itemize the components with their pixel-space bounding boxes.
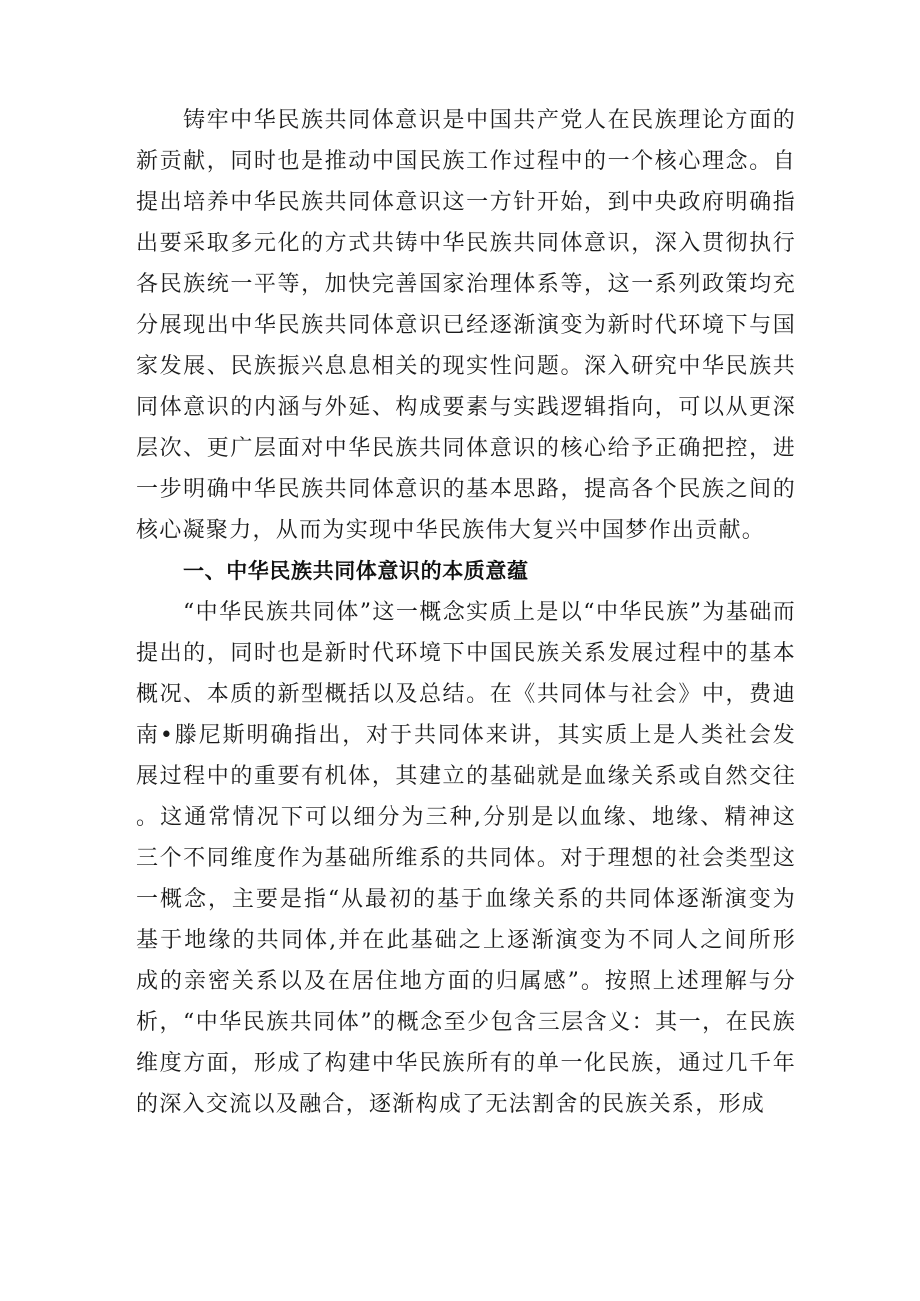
section-paragraph: “中华民族共同体”这一概念实质上是以“中华民族”为基础而提出的，同时也是新时代环境下中国民族关系发展过程中的基本概况、本质的新型概括以及总结。在《共同体与社会》中，费迪南•滕尼斯明确指出，对于共同体来讲，其实质上是人类社会发展过程中的重要有机体，其建立的基础就是血缘关系或自然交往。这通常情况下可以细分为三种,分别是以血缘、地缘、精神这三个不同维度作为基础所维系的共同体。对于理想的社会类型这一概念，主要是指“从最初的基于血缘关系的共同体逐渐演变为基于地缘的共同体,并在此基础之上逐渐演变为不同人之间所形成的亲密关系以及在居住地方面的归属感”。按照上述理解与分析，“中华民族共同体”的概念至少包含三层含义：其一，在民族维度方面，形成了构建中华民族所有的单一化民族，通过几千年的深入交流以及融合，逐渐构成了无法割舍的民族关系，形成 [136, 600, 796, 1117]
section-heading: 一、中华民族共同体意识的本质意蕴 [183, 559, 529, 583]
document-body [136, 100, 796, 1125]
intro-paragraph: 铸牢中华民族共同体意识是中国共产党人在民族理论方面的新贡献，同时也是推动中国民族工作过程中的一个核心理念。自提出培养中华民族共同体意识这一方针开始，到中央政府明确指出要采取多元化的方式共铸中华民族共同体意识，深入贯彻执行各民族统一平等，加快完善国家治理体系等，这一系列政策均充分展现出中华民族共同体意识已经逐渐演变为新时代环境下与国家发展、民族振兴息息相关的现实性问题。深入研究中华民族共同体意识的内涵与外延、构成要素与实践逻辑指向，可以从更深层次、更广层面对中华民族共同体意识的核心给予正确把控，进一步明确中华民族共同体意识的基本思路，提高各个民族之间的核心凝聚力，从而为实现中华民族伟大复兴中国梦作出贡献。 [136, 108, 796, 543]
